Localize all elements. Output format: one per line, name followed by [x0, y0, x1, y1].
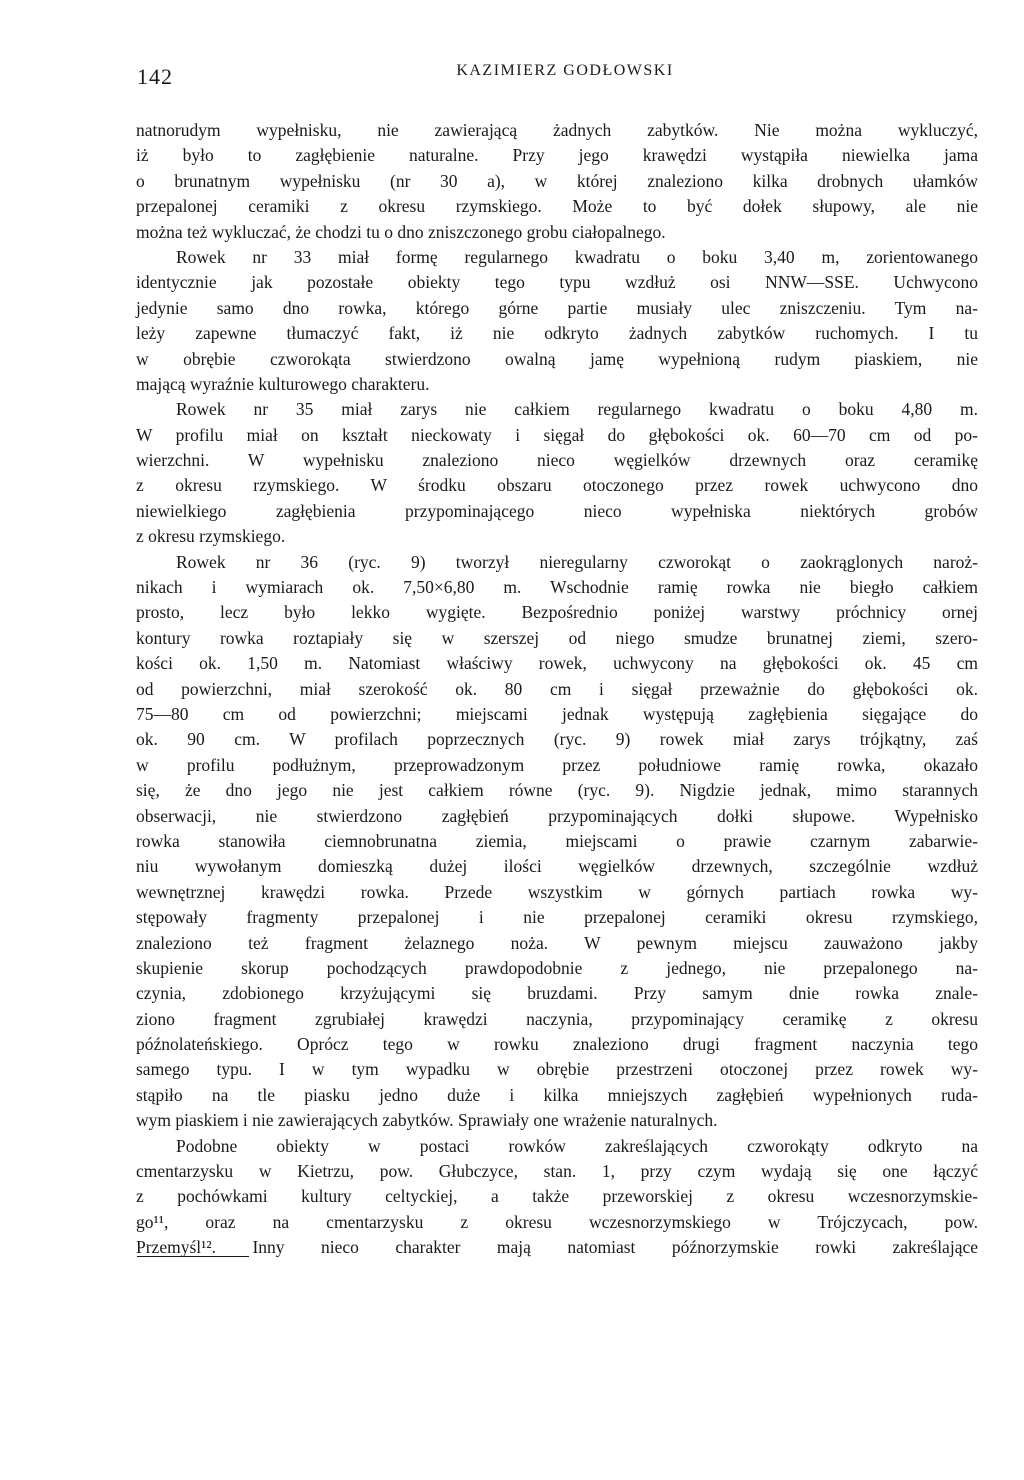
text-line: identycznie jak pozostałe obiekty tego typu wzdłuż osi NNW—SSE. Uchwycono [136, 272, 978, 293]
text-line: kości ok. 1,50 m. Natomiast właściwy rowek, uchwycony na głębokości ok. 45 cm [136, 653, 978, 674]
text-line: W profilu miał on kształt nieckowaty i sięgał do głębokości ok. 60—70 cm od po- [136, 424, 978, 445]
text-line: samego typu. I w tym wypadku w obrębie przestrzeni otoczonej przez rowek wy- [136, 1059, 978, 1080]
text-line: z okresu rzymskiego. [136, 526, 286, 547]
text-line: jedynie samo dno rowka, którego górne partie musiały ulec zniszczeniu. Tym na- [136, 297, 978, 318]
text-line: Podobne obiekty w postaci rowków zakreślających czworokąty odkryto na [176, 1135, 978, 1156]
text-line: wewnętrznej krawędzi rowka. Przede wszystkim w górnych partiach rowka wy- [136, 881, 978, 902]
text-line: późnolateńskiego. Oprócz tego w rowku znaleziono drugi fragment naczynia tego [136, 1034, 978, 1055]
page-number: 142 [137, 64, 173, 89]
text-line: go¹¹, oraz na cmentarzysku z okresu wczesnorzymskiego w Trójczycach, pow. [136, 1211, 978, 1232]
text-line: można też wykluczać, że chodzi tu o dno zniszczonego grobu ciałopalnego. [136, 221, 666, 242]
text-line: niewielkiego zagłębienia przypominającego nieco wypełniska niektórych grobów [136, 500, 978, 521]
running-head: KAZIMIERZ GODŁOWSKI [456, 62, 674, 79]
text-line: rowka stanowiła ciemnobrunatna ziemia, miejscami o prawie czarnym zabarwie- [136, 830, 978, 851]
text-line: Rowek nr 33 miał formę regularnego kwadratu o boku 3,40 m, zorientowanego [176, 246, 978, 267]
text-line: ziono fragment zgrubiałej krawędzi naczynia, przypominający ceramikę z okresu [136, 1008, 978, 1029]
body-text [136, 118, 978, 1261]
text-line: cmentarzysku w Kietrzu, pow. Głubczyce, stan. 1, przy czym wydają się one łączyć [136, 1161, 978, 1182]
text-line: prosto, lecz było lekko wygięte. Bezpośrednio poniżej warstwy próchnicy ornej [136, 602, 978, 623]
text-line: Przemyśl¹². Inny nieco charakter mają natomiast późnorzymskie rowki zakreślające [136, 1237, 978, 1258]
text-line: w obrębie czworokąta stwierdzono owalną jamę wypełnioną rudym piaskiem, nie [136, 348, 978, 369]
text-line: Rowek nr 35 miał zarys nie całkiem regularnego kwadratu o boku 4,80 m. [176, 399, 978, 420]
text-line: wierzchni. W wypełnisku znaleziono nieco węgielków drzewnych oraz ceramikę [136, 450, 978, 471]
text-line: Rowek nr 36 (ryc. 9) tworzył nieregularny czworokąt o zaokrąglonych naroż- [176, 551, 978, 572]
text-line: niu wywołanym domieszką dużej ilości węgielków drzewnych, szczególnie wzdłuż [136, 856, 978, 877]
text-line: z pochówkami kultury celtyckiej, a także przeworskiej z okresu wczesnorzymskie- [136, 1186, 978, 1207]
text-line: o brunatnym wypełnisku (nr 30 a), w której znaleziono kilka drobnych ułamków [136, 170, 978, 191]
text-line: iż było to zagłębienie naturalne. Przy jego krawędzi wystąpiła niewielka jama [136, 145, 978, 166]
footnote-separator [137, 1256, 249, 1257]
text-line: nikach i wymiarach ok. 7,50×6,80 m. Wschodnie ramię rowka nie biegło całkiem [136, 577, 978, 598]
text-line: ok. 90 cm. W profilach poprzecznych (ryc. 9) rowek miał zarys trójkątny, zaś [136, 729, 978, 750]
text-line: się, że dno jego nie jest całkiem równe (ryc. 9). Nigdzie jednak, mimo starannych [136, 780, 978, 801]
text-line: wym piaskiem i nie zawierających zabytków. Sprawiały one wrażenie naturalnych. [136, 1110, 718, 1131]
text-line: obserwacji, nie stwierdzono zagłębień przypominających dołki słupowe. Wypełnisko [136, 805, 978, 826]
text-line: od powierzchni, miał szerokość ok. 80 cm i sięgał przeważnie do głębokości ok. [136, 678, 978, 699]
text-line: czynia, zdobionego krzyżującymi się bruzdami. Przy samym dnie rowka znale- [136, 983, 978, 1004]
text-line: w profilu podłużnym, przeprowadzonym przez południowe ramię rowka, okazało [136, 754, 978, 775]
text-line: leży zapewne tłumaczyć fakt, iż nie odkryto żadnych zabytków ruchomych. I tu [136, 323, 978, 344]
text-line: stąpiło na tle piasku jedno duże i kilka mniejszych zagłębień wypełnionych ruda- [136, 1084, 978, 1105]
text-line: stępowały fragmenty przepalonej i nie przepalonej ceramiki okresu rzymskiego, [136, 907, 978, 928]
text-line: natnorudym wypełnisku, nie zawierającą żadnych zabytków. Nie można wykluczyć, [136, 120, 978, 140]
text-line: mającą wyraźnie kulturowego charakteru. [136, 373, 430, 394]
text-line: z okresu rzymskiego. W środku obszaru otoczonego przez rowek uchwycono dno [136, 475, 978, 496]
text-line: skupienie skorup pochodzących prawdopodobnie z jednego, nie przepalonego na- [136, 957, 978, 978]
text-line: kontury rowka roztapiały się w szerszej od niego smudze brunatnej ziemi, szero- [136, 627, 978, 648]
text-line: znaleziono też fragment żelaznego noża. W pewnym miejscu zauważono jakby [136, 932, 978, 953]
text-line: przepalonej ceramiki z okresu rzymskiego. Może to być dołek słupowy, ale nie [136, 196, 978, 217]
text-line: 75—80 cm od powierzchni; miejscami jednak występują zagłębienia sięgające do [136, 703, 978, 724]
